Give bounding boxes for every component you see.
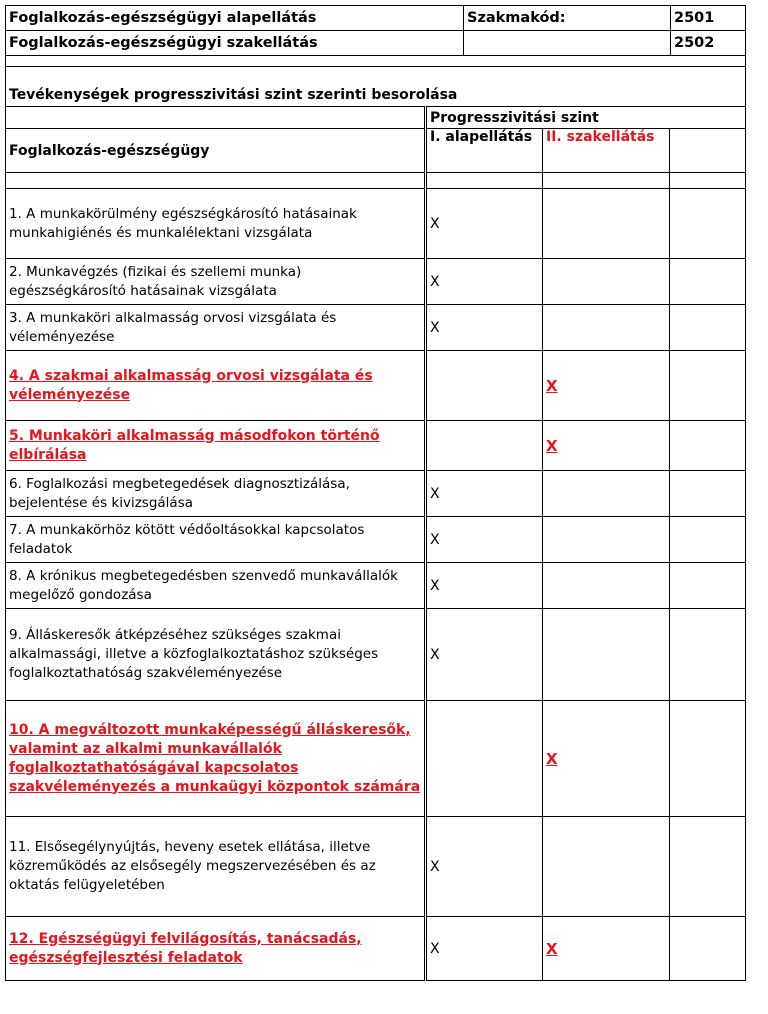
extra-cell: [670, 517, 746, 563]
level1-mark: X: [426, 471, 543, 517]
column-header-row: [6, 129, 746, 173]
activity-text: 6. Foglalkozási megbetegedések diagnosztizálása, bejelentése és kivizsgálása: [6, 471, 426, 517]
extra-cell: [670, 305, 746, 351]
header-row-2: [6, 31, 746, 56]
table-row: [6, 701, 746, 817]
header-table: [5, 5, 746, 56]
level1-mark: [426, 421, 543, 471]
activity-table: [5, 55, 746, 981]
activity-text: 11. Elsősegélynyújtás, heveny esetek ellátása, illetve közreműködés az elsősegély megszervezésében és az oktatás felügyeletében: [6, 817, 426, 917]
activity-text: 4. A szakmai alkalmasság orvosi vizsgálata és véleményezése: [6, 351, 426, 421]
level2-mark: [543, 471, 670, 517]
header-label-2: Foglalkozás-egészségügyi szakellátás: [6, 31, 464, 56]
header-label-1: Foglalkozás-egészségügyi alapellátás: [6, 6, 464, 31]
level2-header: II. szakellátás: [543, 129, 670, 173]
extra-cell: [670, 471, 746, 517]
extra-cell: [670, 189, 746, 259]
activity-text: 7. A munkakörhöz kötött védőoltásokkal kapcsolatos feladatok: [6, 517, 426, 563]
progress-header: Progresszivitási szint: [426, 107, 746, 129]
extra-cell: [670, 917, 746, 981]
level2-mark: [543, 609, 670, 701]
table-title: Tevékenységek progresszivitási szint szerinti besorolása: [6, 67, 746, 107]
table-row: [6, 421, 746, 471]
activity-rows: [6, 189, 746, 981]
level2-mark: X: [543, 421, 670, 471]
activity-text: 9. Álláskeresők átképzéséhez szükséges szakmai alkalmassági, illetve a közfoglalkoztatáshoz szükséges foglalkoztathatóság szakvéleményezése: [6, 609, 426, 701]
spacer-row: [6, 56, 746, 67]
progress-header-row: [6, 107, 746, 129]
table-row: [6, 471, 746, 517]
header-row-1: [6, 6, 746, 31]
table-row: [6, 305, 746, 351]
level1-mark: X: [426, 817, 543, 917]
level1-mark: [426, 701, 543, 817]
activity-text: 5. Munkaköri alkalmasság másodfokon történő elbírálása: [6, 421, 426, 471]
code-label: Szakmakód:: [464, 6, 671, 31]
activity-text: 8. A krónikus megbetegedésben szenvedő munkavállalók megelőző gondozása: [6, 563, 426, 609]
level1-mark: X: [426, 305, 543, 351]
level2-mark: [543, 259, 670, 305]
level1-mark: X: [426, 563, 543, 609]
document-sheet: [5, 5, 745, 981]
level1-mark: X: [426, 517, 543, 563]
table-row: [6, 351, 746, 421]
extra-cell: [670, 609, 746, 701]
level1-mark: X: [426, 189, 543, 259]
activity-text: 2. Munkavégzés (fizikai és szellemi munka) egészségkárosító hatásainak vizsgálata: [6, 259, 426, 305]
extra-cell: [670, 563, 746, 609]
extra-cell: [670, 259, 746, 305]
level1-mark: X: [426, 917, 543, 981]
table-row: [6, 917, 746, 981]
extra-cell: [670, 351, 746, 421]
code-value-2: 2502: [671, 31, 746, 56]
blank-row: [6, 173, 746, 189]
activity-text: 10. A megváltozott munkaképességű álláskeresők, valamint az alkalmi munkavállalók foglalkoztathatóságával kapcsolatos szakvéleményezés a munkaügyi központok számára: [6, 701, 426, 817]
table-row: [6, 189, 746, 259]
title-row: [6, 67, 746, 107]
activity-text: 12. Egészségügyi felvilágosítás, tanácsadás, egészségfejlesztési feladatok: [6, 917, 426, 981]
level1-mark: X: [426, 609, 543, 701]
extra-cell: [670, 817, 746, 917]
level2-mark: X: [543, 701, 670, 817]
table-row: [6, 563, 746, 609]
level2-mark: [543, 817, 670, 917]
level2-mark: [543, 305, 670, 351]
activity-text: 1. A munkakörülmény egészségkárosító hatásainak munkahigiénés és munkalélektani vizsgálata: [6, 189, 426, 259]
extra-cell: [670, 421, 746, 471]
activity-header: Foglalkozás-egészségügy: [6, 129, 426, 173]
level1-mark: X: [426, 259, 543, 305]
table-row: [6, 259, 746, 305]
level2-mark: [543, 563, 670, 609]
table-row: [6, 517, 746, 563]
code-label-2: [464, 31, 671, 56]
table-row: [6, 609, 746, 701]
level1-mark: [426, 351, 543, 421]
level2-mark: [543, 189, 670, 259]
level2-mark: X: [543, 917, 670, 981]
extra-cell: [670, 701, 746, 817]
level2-mark: X: [543, 351, 670, 421]
level2-mark: [543, 517, 670, 563]
activity-text: 3. A munkaköri alkalmasság orvosi vizsgálata és véleményezése: [6, 305, 426, 351]
code-value-1: 2501: [671, 6, 746, 31]
level1-header: I. alapellátás: [426, 129, 543, 173]
table-row: [6, 817, 746, 917]
